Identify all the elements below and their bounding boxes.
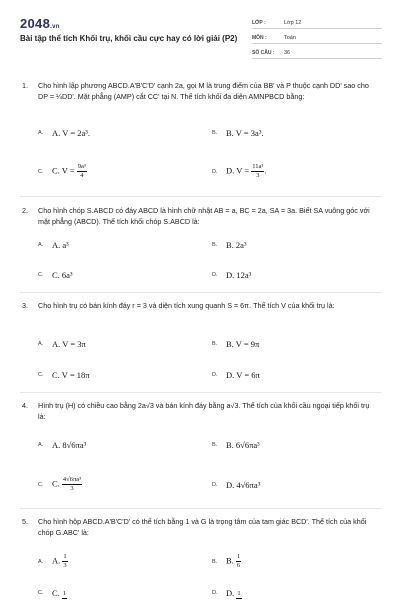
meta-row-subject: MÔN : Toán	[252, 29, 382, 44]
option-a[interactable]: A. A. a³	[38, 240, 69, 250]
fraction: 1	[62, 589, 67, 597]
divider	[20, 196, 382, 197]
worksheet-header	[0, 0, 400, 64]
question-2	[0, 205, 400, 227]
option-b[interactable]: B. B. V = 9π	[212, 339, 260, 349]
question-stem: 5. Cho hình hộp ABCD.A'B'C'D' có thể tích bằng 1 và G là trọng tâm của tam giác BCD'. Thể tích của khối chóp G.ABC' là:	[22, 517, 367, 537]
divider	[20, 292, 382, 293]
option-d[interactable]: D. D. V = $\frac{\text{11a³}}{3}$ .	[212, 163, 267, 179]
option-c[interactable]: C. C. V = $\frac{\text{9a³}}{4}$	[38, 163, 86, 179]
option-b[interactable]: B. B. V = 3a³.	[212, 128, 264, 138]
option-c[interactable]: C. C. 1	[38, 588, 67, 598]
question-5	[0, 516, 400, 538]
option-b[interactable]: B. B. 2a³	[212, 240, 247, 250]
divider	[20, 392, 382, 393]
divider	[20, 508, 382, 509]
question-stem: 2. Cho hình chóp S.ABCD có đáy ABCD là hình chữ nhật AB = a, BC = 2a, SA = 3a. Biết SA vuông góc với mặt phẳng (ABCD). Thể tích khối chóp S.ABCD là:	[22, 206, 370, 226]
fraction: $\frac{1}{3}$	[63, 553, 67, 569]
option-d[interactable]: D. D. V = 6π	[212, 370, 260, 380]
fraction: $\frac{\text{11a³}}{3}$	[252, 163, 264, 179]
question-1	[0, 80, 400, 102]
option-c[interactable]: C. C. $\frac{\text{4√6πa³}}{3}$	[38, 476, 82, 492]
meta-row-class: LỚP : Lớp 12	[252, 14, 382, 29]
question-stem: 4. Hình trụ (H) có chiều cao bằng 2a√3 và bán kính đáy bằng a√3. Thể tích của khối cầu ngoại tiếp khối trụ là:	[22, 401, 370, 421]
page-title: Bài tập thể tích Khối trụ, khối cầu cực hay có lời giải (P2)	[20, 34, 238, 43]
question-3	[0, 300, 400, 311]
question-4	[0, 400, 400, 422]
option-d[interactable]: D. D. 1	[212, 588, 241, 598]
fraction: $\frac{\text{4√6πa³}}{3}$	[62, 476, 82, 492]
fraction: $\frac{1}{6}$	[236, 553, 241, 569]
option-a[interactable]: A. A. V = 2a³.	[38, 128, 90, 138]
option-b[interactable]: B. B. $\frac{1}{6}$	[212, 553, 241, 569]
fraction: 1	[237, 589, 241, 597]
question-stem: 1. Cho hình lập phương ABCD.A'B'C'D' cạnh 2a, gọi M là trung điểm của BB' và P thuộc cạnh DD' sao cho DP = ¼DD'. Mặt phẳng (AMP) cắt CC' tại N. Thể tích khối đa diện AMNPBCD bằng:	[22, 81, 369, 101]
option-c[interactable]: C. C. V = 18π	[38, 370, 90, 380]
option-a[interactable]: A. A. V = 3π	[38, 339, 86, 349]
option-c[interactable]: C. C. 6a³	[38, 270, 73, 280]
option-a[interactable]: A. A. 8√6πa³	[38, 440, 87, 450]
option-b[interactable]: B. B. 6√6πa³	[212, 440, 260, 450]
fraction: $\frac{\text{9a³}}{4}$	[77, 163, 86, 179]
option-d[interactable]: D. D. 12a³	[212, 270, 252, 280]
option-a[interactable]: A. A. $\frac{1}{3}$	[38, 553, 67, 569]
option-d[interactable]: D. D. 4√6πa³	[212, 480, 261, 490]
meta-info	[252, 14, 382, 59]
question-stem: 3. Cho hình trụ có bán kính đáy r = 3 và diện tích xung quanh S = 6π. Thể tích V của khối trụ là:	[22, 301, 335, 310]
site-logo[interactable]: 2048.vn	[20, 16, 60, 31]
meta-row-count: SỐ CÂU : 36	[252, 44, 382, 59]
